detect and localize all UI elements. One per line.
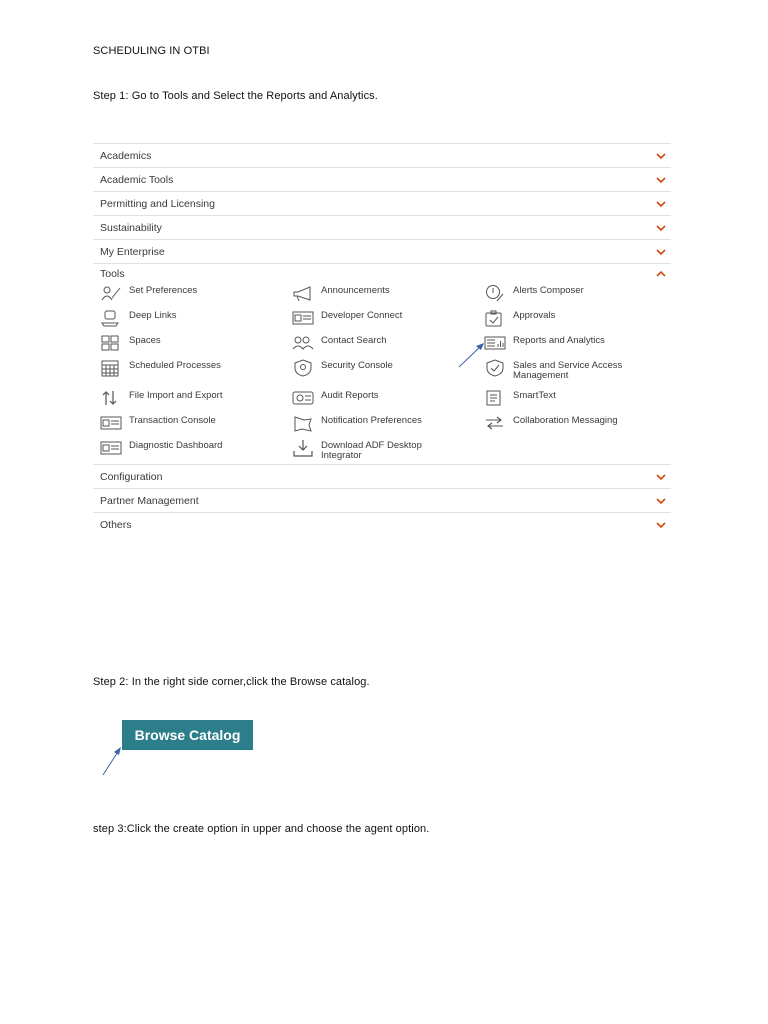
approvals-icon: [484, 309, 506, 327]
tool-spaces[interactable]: [100, 334, 161, 352]
nav-section-configuration[interactable]: [93, 464, 671, 488]
collaboration-icon: [484, 414, 506, 432]
tool-label: Set Preferences: [129, 285, 198, 296]
step-2-text: Step 2: In the right side corner,click the Browse catalog.: [93, 676, 370, 688]
tool-label: Alerts Composer: [513, 285, 584, 296]
section-label: Permitting and Licensing: [100, 197, 215, 210]
transaction-console-icon: [100, 414, 122, 432]
nav-section-sustainability[interactable]: [93, 215, 671, 239]
tool-label: Spaces: [129, 335, 161, 346]
section-label: Sustainability: [100, 221, 162, 234]
tool-developer-connect[interactable]: [292, 309, 402, 327]
nav-section-academic-tools[interactable]: [93, 167, 671, 191]
tool-transaction-console[interactable]: [100, 414, 216, 432]
tool-sales-service-access[interactable]: [484, 359, 643, 381]
step-1-text: Step 1: Go to Tools and Select the Reports and Analytics.: [93, 90, 378, 102]
nav-section-academics[interactable]: [93, 143, 671, 167]
deep-links-icon: [100, 309, 122, 327]
shield-icon: [292, 359, 314, 377]
nav-section-tools[interactable]: [93, 263, 671, 464]
nav-section-partner-management[interactable]: [93, 488, 671, 512]
document-title: SCHEDULING IN OTBI: [93, 45, 210, 57]
tool-label: Transaction Console: [129, 415, 216, 426]
tool-label: Security Console: [321, 360, 393, 371]
shield-check-icon: [484, 359, 506, 377]
tool-alerts-composer[interactable]: [484, 284, 584, 302]
alerts-composer-icon: [484, 284, 506, 302]
tool-audit-reports[interactable]: [292, 389, 379, 407]
tool-scheduled-processes[interactable]: [100, 359, 221, 377]
tool-label: Scheduled Processes: [129, 360, 221, 371]
tool-announcements[interactable]: [292, 284, 390, 302]
chevron-down-icon[interactable]: [655, 199, 667, 209]
chevron-down-icon[interactable]: [655, 496, 667, 506]
tool-label: Reports and Analytics: [513, 335, 605, 346]
nav-section-my-enterprise[interactable]: [93, 239, 671, 263]
step-3-text: step 3:Click the create option in upper and choose the agent option.: [93, 823, 430, 835]
section-label: Others: [100, 518, 132, 531]
tool-label: File Import and Export: [129, 390, 223, 401]
tool-notification-preferences[interactable]: [292, 414, 422, 432]
nav-section-others[interactable]: [93, 512, 671, 536]
section-label: Partner Management: [100, 494, 199, 507]
preferences-icon: [100, 284, 122, 302]
reports-analytics-icon: [484, 334, 506, 352]
tool-contact-search[interactable]: [292, 334, 386, 352]
tool-label: Announcements: [321, 285, 390, 296]
chevron-down-icon[interactable]: [655, 472, 667, 482]
smarttext-icon: [484, 389, 506, 407]
section-label: Academic Tools: [100, 173, 174, 186]
section-label: Academics: [100, 149, 152, 162]
tool-label: Notification Preferences: [321, 415, 422, 426]
tools-grid: [93, 284, 671, 464]
dashboard-icon: [100, 439, 122, 457]
tool-security-console[interactable]: [292, 359, 393, 377]
nav-section-permitting-licensing[interactable]: [93, 191, 671, 215]
pointer-arrow-icon: [455, 340, 487, 370]
tool-label: Collaboration Messaging: [513, 415, 618, 426]
chevron-down-icon[interactable]: [655, 520, 667, 530]
tool-file-import-export[interactable]: [100, 389, 222, 407]
tool-reports-analytics[interactable]: [484, 334, 605, 352]
tool-collaboration-messaging[interactable]: [484, 414, 618, 432]
tool-deep-links[interactable]: [100, 309, 177, 327]
calendar-icon: [100, 359, 122, 377]
tool-label: Diagnostic Dashboard: [129, 440, 223, 451]
chevron-down-icon[interactable]: [655, 175, 667, 185]
chevron-down-icon[interactable]: [655, 151, 667, 161]
section-label: Tools: [100, 268, 125, 280]
developer-connect-icon: [292, 309, 314, 327]
download-icon: [292, 439, 314, 457]
chevron-down-icon[interactable]: [655, 247, 667, 257]
tool-label: Approvals: [513, 310, 556, 321]
chevron-up-icon[interactable]: [655, 269, 667, 279]
tool-diagnostic-dashboard[interactable]: [100, 439, 222, 457]
pointer-arrow-icon: [99, 744, 125, 778]
tool-label: Audit Reports: [321, 390, 379, 401]
tool-label: Developer Connect: [321, 310, 403, 321]
tool-smarttext[interactable]: [484, 389, 556, 407]
contact-search-icon: [292, 334, 314, 352]
audit-reports-icon: [292, 389, 314, 407]
browse-catalog-button[interactable]: Browse Catalog: [122, 720, 253, 750]
megaphone-icon: [292, 284, 314, 302]
import-export-icon: [100, 389, 122, 407]
section-label: Configuration: [100, 470, 163, 483]
chevron-down-icon[interactable]: [655, 223, 667, 233]
tool-label: Download ADF Desktop Integrator: [321, 440, 422, 461]
tool-approvals[interactable]: [484, 309, 555, 327]
tool-label: Contact Search: [321, 335, 387, 346]
tool-label: SmartText: [513, 390, 556, 401]
spaces-icon: [100, 334, 122, 352]
tool-download-adf[interactable]: [292, 439, 451, 461]
tool-label: Deep Links: [129, 310, 177, 321]
tool-set-preferences[interactable]: [100, 284, 197, 302]
notification-icon: [292, 414, 314, 432]
section-label: My Enterprise: [100, 245, 165, 258]
tool-label: Sales and Service Access Management: [513, 360, 623, 381]
navigator-panel: [93, 143, 671, 536]
